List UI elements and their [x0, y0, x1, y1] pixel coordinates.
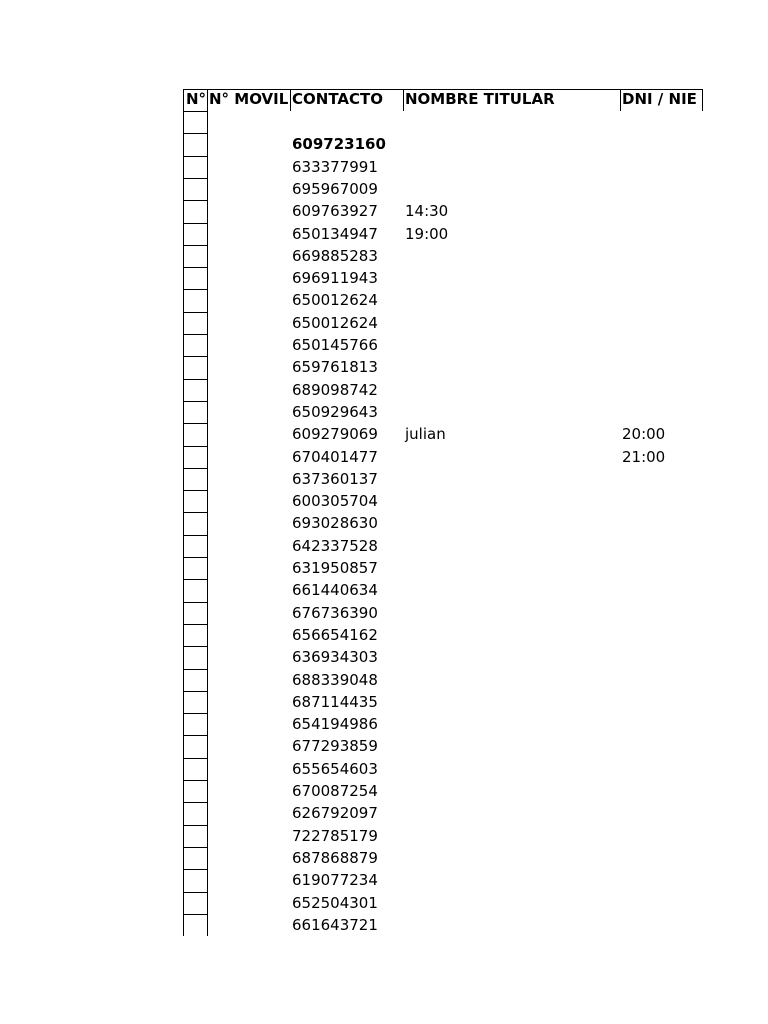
header-num: N° — [186, 90, 207, 108]
num-column-boxes — [183, 111, 207, 936]
row-number-box[interactable] — [183, 468, 207, 490]
row-number-box[interactable] — [183, 825, 207, 847]
row-number-box[interactable] — [183, 713, 207, 735]
contacto-cell: 631950857 — [292, 559, 378, 577]
contacto-cell: 659761813 — [292, 358, 378, 377]
row-number-box[interactable] — [183, 312, 207, 334]
contacto-cell: 696911943 — [292, 269, 378, 288]
contacto-cell: 687114435 — [292, 692, 378, 711]
header-movil: N° MOVIL — [209, 90, 289, 108]
contacto-cell: 650134947 — [292, 224, 378, 243]
nombre-titular-cell: julian — [405, 425, 446, 444]
row-number-box[interactable] — [183, 267, 207, 289]
header-dni-nie: DNI / NIE — [622, 90, 697, 108]
row-number-box[interactable] — [183, 735, 207, 757]
contacto-cell: 688339048 — [292, 670, 378, 689]
contacto-cell: 695967009 — [292, 179, 378, 198]
row-number-box[interactable] — [183, 423, 207, 445]
col-divider-num — [207, 89, 208, 936]
contacto-cell: 609279069 — [292, 425, 378, 444]
contacto-cell: 670087254 — [292, 782, 378, 800]
row-number-box[interactable] — [183, 490, 207, 512]
row-number-box[interactable] — [183, 111, 207, 133]
row-number-box[interactable] — [183, 914, 207, 936]
header-contacto: CONTACTO — [292, 90, 383, 108]
contacto-cell: 600305704 — [292, 492, 378, 511]
col-divider-dni — [702, 89, 703, 111]
dni-nie-cell: 20:00 — [622, 425, 666, 444]
contacto-cell: 677293859 — [292, 737, 378, 756]
contacto-cell: 670401477 — [292, 447, 378, 466]
contacto-cell: 722785179 — [292, 826, 378, 845]
row-number-box[interactable] — [183, 535, 207, 557]
row-number-box[interactable] — [183, 780, 207, 802]
row-number-box[interactable] — [183, 356, 207, 378]
contacto-cell: 676736390 — [292, 603, 378, 622]
row-number-box[interactable] — [183, 802, 207, 824]
row-number-box[interactable] — [183, 847, 207, 869]
row-number-box[interactable] — [183, 379, 207, 401]
row-number-box[interactable] — [183, 892, 207, 914]
row-number-box[interactable] — [183, 624, 207, 646]
contacto-cell: 637360137 — [292, 469, 378, 488]
nombre-titular-cell: 19:00 — [405, 224, 449, 243]
contacto-cell: 669885283 — [292, 246, 378, 265]
header-nombre-titular: NOMBRE TITULAR — [405, 90, 555, 108]
contacto-cell: 642337528 — [292, 536, 378, 555]
nombre-titular-cell: 14:30 — [405, 202, 449, 221]
row-number-box[interactable] — [183, 334, 207, 356]
row-number-box[interactable] — [183, 869, 207, 891]
row-number-box[interactable] — [183, 446, 207, 468]
contacto-cell: 652504301 — [292, 893, 378, 912]
row-number-box[interactable] — [183, 223, 207, 245]
row-number-box[interactable] — [183, 758, 207, 780]
row-number-box[interactable] — [183, 178, 207, 200]
row-number-box[interactable] — [183, 691, 207, 713]
row-number-box[interactable] — [183, 245, 207, 267]
row-number-box[interactable] — [183, 669, 207, 691]
contacto-cell: 650012624 — [292, 313, 378, 332]
contacto-cell: 619077234 — [292, 871, 378, 890]
row-number-box[interactable] — [183, 512, 207, 534]
contacto-cell: 633377991 — [292, 157, 378, 176]
contacto-cell: 650929643 — [292, 402, 378, 421]
contacto-cell: 650145766 — [292, 336, 378, 354]
row-number-box[interactable] — [183, 646, 207, 668]
contacto-cell: 656654162 — [292, 625, 378, 644]
row-number-box[interactable] — [183, 579, 207, 601]
row-number-box[interactable] — [183, 401, 207, 423]
dni-nie-cell: 21:00 — [622, 447, 666, 466]
contacto-cell: 689098742 — [292, 380, 378, 399]
contacto-cell: 655654603 — [292, 759, 378, 778]
row-number-box[interactable] — [183, 289, 207, 311]
row-number-box[interactable] — [183, 602, 207, 624]
row-number-box[interactable] — [183, 156, 207, 178]
contacto-cell: 636934303 — [292, 648, 378, 667]
contacto-cell: 661643721 — [292, 915, 378, 934]
contacto-cell: 654194986 — [292, 715, 378, 734]
contacto-cell: 661440634 — [292, 581, 378, 600]
contacto-cell: 609763927 — [292, 202, 378, 221]
contacto-cell: 687868879 — [292, 848, 378, 867]
row-number-box[interactable] — [183, 133, 207, 155]
row-number-box[interactable] — [183, 557, 207, 579]
row-number-box[interactable] — [183, 200, 207, 222]
contacto-cell: 650012624 — [292, 291, 378, 310]
contacto-cell: 626792097 — [292, 804, 378, 823]
contacto-cell: 609723160 — [292, 135, 386, 154]
contacto-cell: 693028630 — [292, 514, 378, 533]
